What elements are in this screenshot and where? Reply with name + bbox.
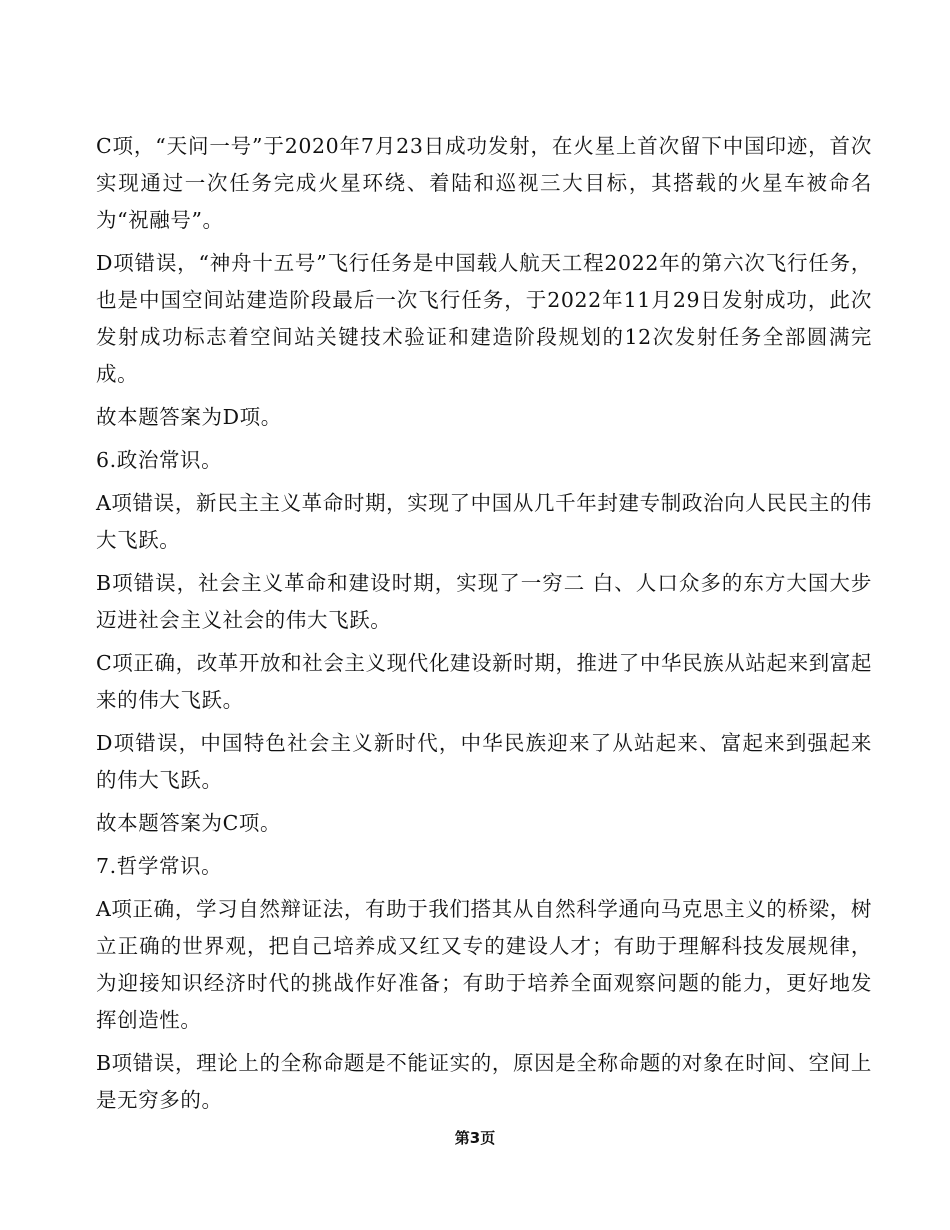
answer-line-6: 故本题答案为C项。 (96, 811, 282, 835)
paragraph-6c: C项正确，改革开放和社会主义现代化建设新时期，推进了中华民族从站起来到富起来的伟大飞跃。 (96, 651, 872, 712)
question-heading-7: 7.哲学常识。 (96, 854, 223, 878)
paragraph-6a: A项错误，新民主主义革命时期，实现了中国从几千年封建专制政治向人民民主的伟大飞跃。 (96, 491, 872, 552)
paragraph-7b: B项错误，理论上的全称命题是不能证实的，原因是全称命题的对象在时间、空间上是无穷多的。 (96, 1051, 872, 1112)
paragraph-6b: B项错误，社会主义革命和建设时期，实现了一穷二 白、人口众多的东方大国大步迈进社会主义社会的伟大飞跃。 (96, 571, 872, 632)
paragraph-7a: A项正确，学习自然辩证法，有助于我们搭其从自然科学通向马克思主义的桥梁，树立正确的世界观，把自己培养成又红又专的建设人才；有助于理解科技发展规律，为迎接知识经济时代的挑战作好准备；有助于培养全面观察问题的能力，更好地发挥创造性。 (96, 897, 872, 1032)
question-heading-6: 6.政治常识。 (96, 448, 223, 472)
page-content (96, 128, 872, 1125)
paragraph-c-tianwen: C项，“天问一号”于2020年7月23日成功发射，在火星上首次留下中国印迹，首次实现通过一次任务完成火星环绕、着陆和巡视三大目标，其搭载的火星车被命名为“祝融号”。 (96, 134, 872, 232)
paragraph-d-shenzhou: D项错误，“神舟十五号”飞行任务是中国载人航天工程2022年的第六次飞行任务， 也是中国空间站建造阶段最后一次飞行任务，于2022年11月29日发射成功，此次发射成功标志着空间站关键技术验证和建造阶段规划的12次发射任务全部圆满完成。 (96, 251, 872, 386)
page-number: 第3页 (454, 1129, 496, 1147)
paragraph-6d: D项错误，中国特色社会主义新时代，中华民族迎来了从站起来、富起来到强起来的伟大飞跃。 (96, 731, 872, 792)
answer-line-5: 故本题答案为D项。 (96, 405, 282, 429)
